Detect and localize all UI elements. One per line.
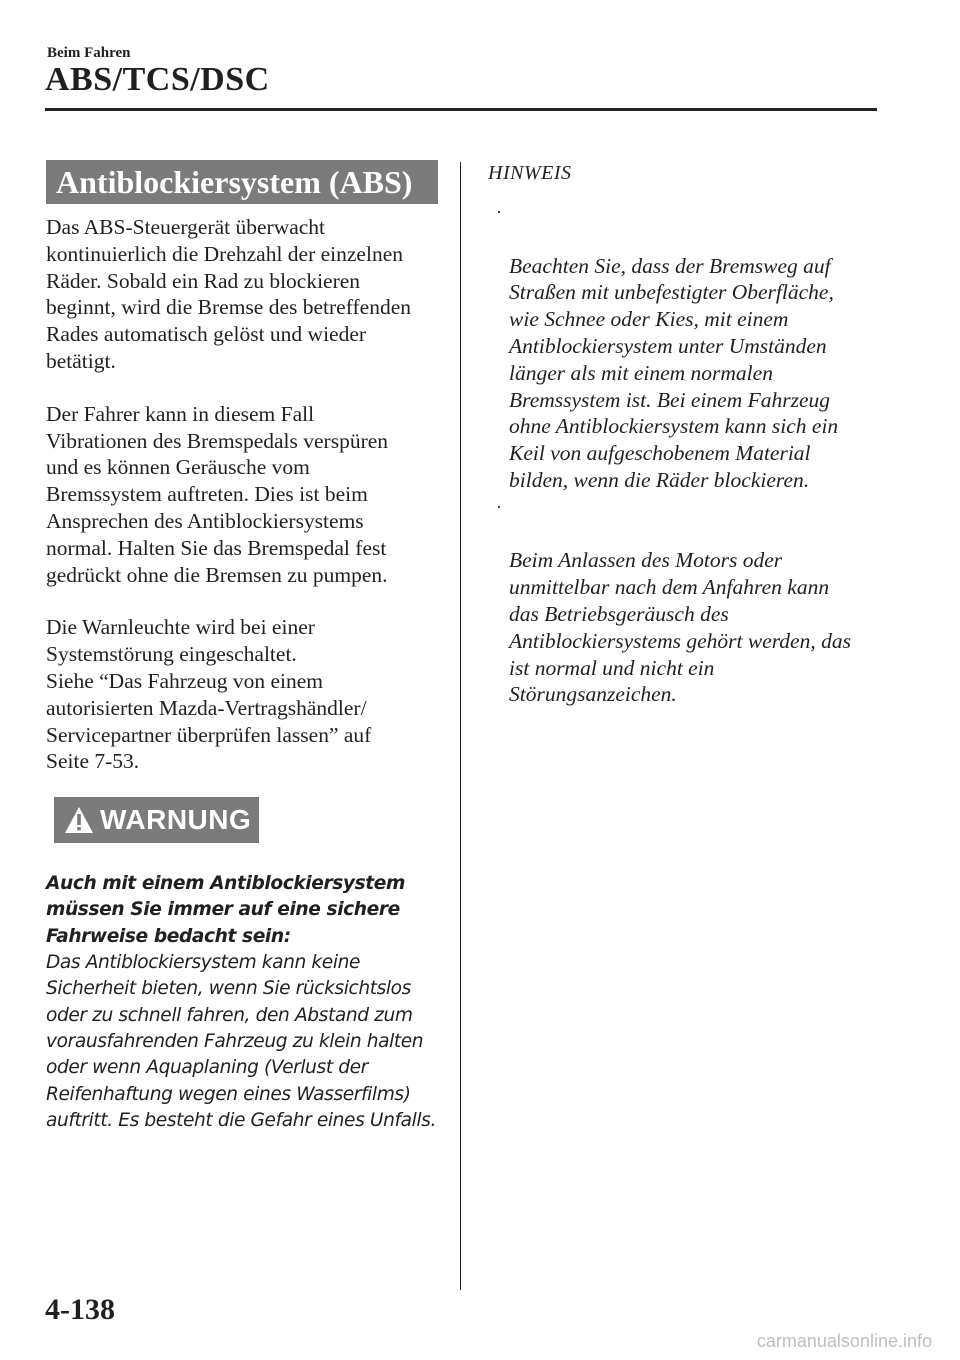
column-divider — [460, 162, 461, 1290]
body-paragraph-2: Der Fahrer kann in diesem Fall Vibrationen des Bremspedals verspüren und es können Geräusche vom Bremssystem auftreten. Dies ist beim Ansprechen des Antiblockiersystems normal. Halten Sie das Bremspedal fest gedrückt ohne die Bremsen zu pumpen. — [46, 401, 389, 587]
body-paragraph-3: Die Warnleuchte wird bei einer Systemstörung eingeschaltet. Siehe “Das Fahrzeug von einem autorisierten Mazda-Vertragshändler/ Servicepartner überprüfen lassen” auf Seite 7-53. — [46, 615, 372, 774]
section-heading: Antiblockiersystem (ABS) — [46, 160, 438, 204]
note-item-text: Beachten Sie, dass der Bremsweg auf Straßen mit unbefestigter Oberfläche, wie Schnee oder Kies, mit einem Antiblockiersystem unter Umständen länger als mit einem normalen Bremssystem ist. Bei einem Fahrzeug ohne Antiblockiersystem kann sich ein Keil von aufgeschobenem Material bilden, wenn die Räder blockieren. — [509, 253, 839, 492]
body-paragraph-1: Das ABS-Steuergerät überwacht kontinuierlich die Drehzahl der einzelnen Räder. Sobald ein Rad zu blockieren beginnt, wird die Bremse des betreffenden Rades automatisch gelöst und wieder betätigt. — [46, 215, 411, 373]
chapter-title: ABS/TCS/DSC — [45, 61, 270, 98]
warning-triangle-icon — [64, 806, 94, 834]
note-item-text: Beim Anlassen des Motors oder unmittelbar nach dem Anfahren kann das Betriebsgeräusch des Antiblockiersystems gehört werden, das ist normal und nicht ein Störungsanzeichen. — [509, 548, 851, 707]
left-column — [46, 160, 438, 1134]
warning-text — [46, 871, 438, 1134]
right-column — [488, 160, 888, 708]
warning-label: WARNUNG — [100, 804, 252, 836]
section-label: Beim Fahren — [47, 45, 131, 61]
warning-body-text: Das Antiblockiersystem kann keine Sicherheit bieten, wenn Sie rücksichtslos oder zu schnell fahren, den Abstand zum vorausfahrenden Fahrzeug zu klein halten oder wenn Aquaplaning (Verlust der Reifenhaftung wegen eines Wasserfilms) auftritt. Es besteht die Gefahr eines Unfalls. — [46, 952, 436, 1131]
note-item — [488, 199, 888, 494]
warning-bold-text: Auch mit einem Antiblockiersystem müssen Sie immer auf eine sichere Fahrweise bedacht sein: — [46, 873, 405, 947]
note-bullet: · — [496, 496, 502, 517]
note-heading: HINWEIS — [488, 162, 572, 184]
page-number: 4-138 — [45, 1293, 115, 1326]
note-list — [488, 199, 888, 708]
warning-box — [54, 797, 259, 843]
note-item — [488, 494, 888, 708]
note-bullet: · — [496, 202, 502, 222]
header-rule — [45, 108, 877, 111]
watermark: carmanualsonline.info — [756, 1331, 932, 1351]
